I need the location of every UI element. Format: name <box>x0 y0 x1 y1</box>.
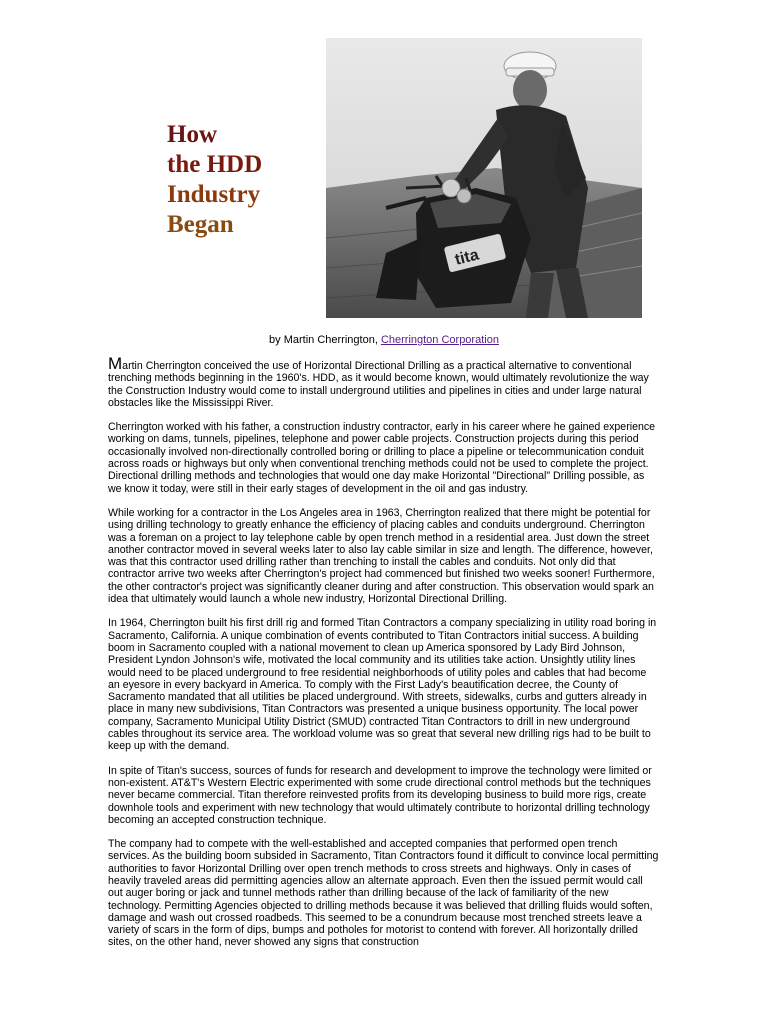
machine-label: tita <box>453 246 481 269</box>
paragraph-4: In 1964, Cherrington built his first drill rig and formed Titan Contractors a company specializing in utility road boring in Sacramento, California. A unique combination of events contributed to Titan Contractors initial success. A building boom in Sacramento coupled with a national movement to clean up America sponsored by Lady Bird Johnson, President Lyndon Johnson's wife, motivated the local community and its utilities take action. Unsightly utility lines would need to be placed underground to free residential neighborhoods of utility poles and cables that had become an eyesore in every backyard in America. To comply with the First Lady's beautification decree, the County of Sacramento mandated that all utilities be placed underground. With streets, sidewalks, curbs and gutters already in place in many new subdivisions, Titan Contractors was presented a unique business opportunity. The local power company, Sacramento Municipal Utility District (SMUD) contracted Titan Contractors to drill in new underground cables throughout its service area. The workload volume was so great that several new drilling rigs had to be built to keep up with the demand. <box>108 617 657 753</box>
paragraph-2: Cherrington worked with his father, a construction industry contractor, early in his career where he gained experience working on dams, tunnels, pipelines, telephone and power cable projects. Construction projects during this period occasionally involved non-directionally controlled boring or drilling to place a pipeline or telecommunication conduit across roads or highways but only when conventional trenching methods could not be used to complete the project. Directional drilling methods and technologies that would one day make Horizontal "Directional" Drilling possible, as we know it today, were still in their early stages of development in the oil and gas industry. <box>108 421 656 495</box>
cherrington-corporation-link[interactable]: Cherrington Corporation <box>380 334 499 346</box>
title-line-began: Began <box>167 211 234 238</box>
title-line-how: How <box>167 121 217 148</box>
paragraph-3: While working for a contractor in the Los Angeles area in 1963, Cherrington realized that there might be potential for using drilling technology to greatly enhance the efficiency of placing cables and conduits underground. Cherrington was a foreman on a project to lay telephone cable by open trench method in a residential area. Just down the street another contractor moved in several weeks later to also lay cable similar in size and length. The difference, however, was that this contractor used drilling rather than trenching to install the cables and conduits. Not only did that contractor arrive two weeks after Cherrington's project had commenced but finished two weeks sooner! Furthermore, the other contractor's project was significantly cleaner during and after construction. This observation would spark an idea that ultimately would launch a whole new industry, Horizontal Directional Drilling. <box>108 506 655 606</box>
article-body <box>108 354 660 961</box>
paragraph-6: The company had to compete with the well-established and accepted companies that performed open trench services. As the building boom subsided in Sacramento, Titan Contractors found it difficult to convince local permitting authorities to favor Horizontal Drilling over open trench methods to cross streets and highways. Only in cases of heavily traveled areas did permitting agencies allow an alternate approach. Even then the issued permit would call out auger boring or jack and tunnel methods rather than drilling because of the lack of familiarity of the new technology. Permitting Agencies objected to drilling methods because it was believed that drilling fluids would soften, damage and wash out crossed roadbeds. This seemed to be a conundrum because most trenched streets leave a variety of scars in the form of dips, bumps and potholes for motorist to contend with forever. All horizontally drilled sites, on the other hand, never showed any signs that construction <box>108 838 659 949</box>
paragraph-1-text: artin Cherrington conceived the use of Horizontal Directional Drilling as a practical alternative to conventional trenching methods beginning in the 1960's. HDD, as it would become known, would ultimately revolutionize the way the Construction Industry would come to install underground utilities and pipelines in cities and under large natural obstacles like the Mississippi River. <box>108 360 649 409</box>
drop-cap: M <box>108 354 123 373</box>
page-title <box>167 120 262 240</box>
paragraph-5: In spite of Titan's success, sources of funds for research and development to improve the technology were limited or non-existent. AT&T's Western Electric experimented with some crude directional control methods but the techniques never became commercial. Titan therefore reinvested profits from its developing business to build more rigs, create downhole tools and experiment with new technology that would ultimately contribute to horizontal drilling technology becoming an accepted construction technique. <box>108 764 652 826</box>
founder-photo <box>326 38 642 318</box>
title-line-hdd: the HDD <box>167 151 263 178</box>
paragraph-1 <box>108 354 660 409</box>
title-line-industry: Industry <box>167 181 261 208</box>
byline-author: by Martin Cherrington, <box>269 334 381 346</box>
byline <box>0 334 768 347</box>
founder-photo-drawing <box>326 38 642 318</box>
